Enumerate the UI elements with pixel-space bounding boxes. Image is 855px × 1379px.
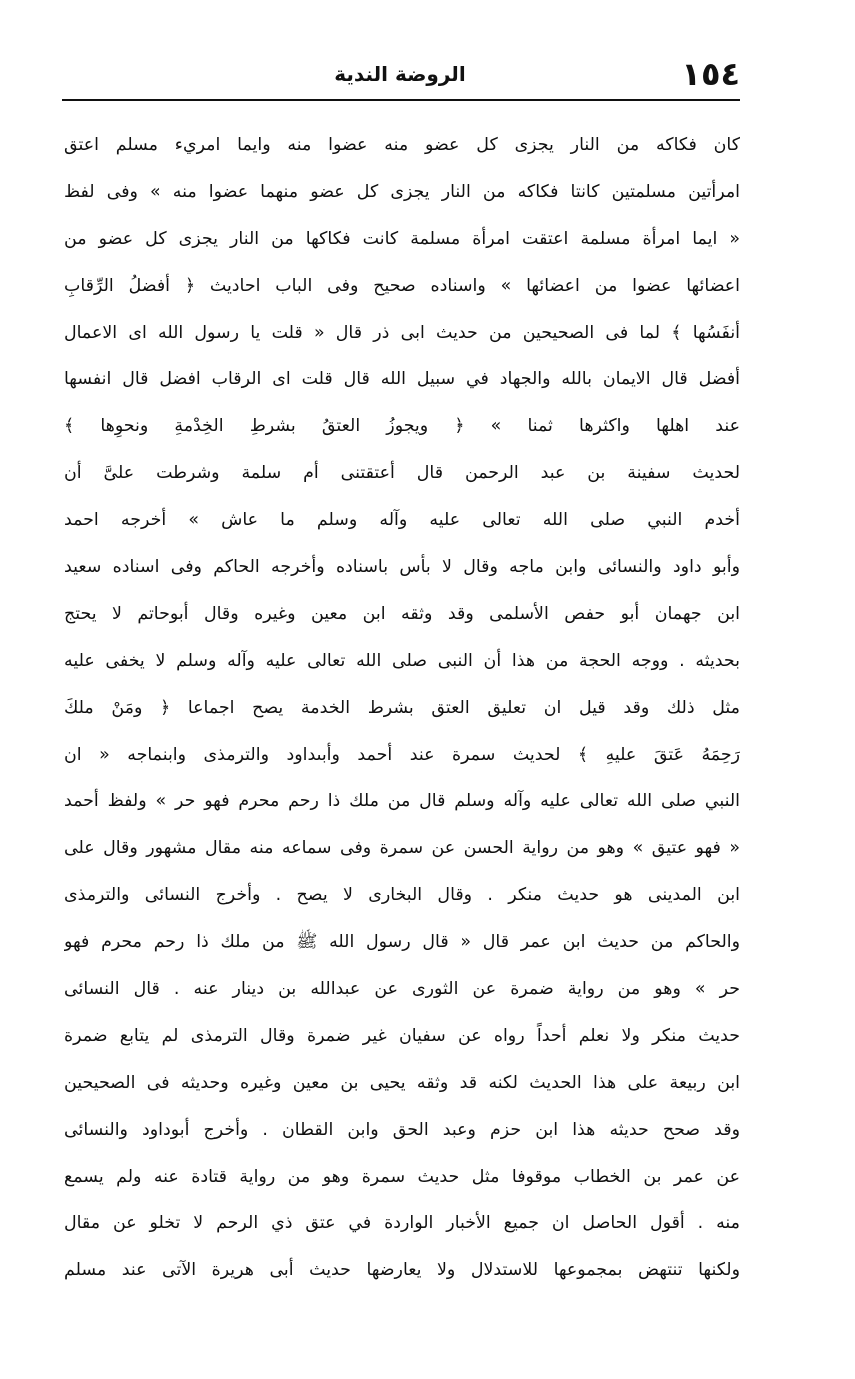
main-text — [64, 122, 740, 1294]
text-line: والحاكم من حديث ابن عمر قال « قال رسول الله ﷺ من ملك ذا رحم محرم فهو — [64, 932, 740, 953]
text-line: أنفَسُها ﴾ لما فى الصحيحين من حديث ابى ذر قال « قلت يا رسول الله اى الاعمال — [64, 322, 740, 343]
text-line: عن عمر بن الخطاب موقوفا مثل حديث سمرة وهو من رواية قتادة عنه ولم يسمع — [64, 1166, 740, 1187]
text-line: امرأتين مسلمتين كانتا فكاكه من النار يجزى كل عضو منهما عضوا منه » وفى لفظ — [64, 181, 740, 202]
text-line: مثل ذلك وقد قيل ان تعليق العتق بشرط الخدمة يصح اجماعا ﴿ ومَنْ ملكَ — [64, 697, 740, 718]
text-line: عند اهلها واكثرها ثمنا » ﴿ ويجوزُ العتقُ بشرطِ الخِدْمةِ ونحوِها ﴾ — [64, 416, 740, 437]
text-line: وقد صحح حديثه هذا ابن حزم وعبد الحق وابن القطان . وأخرج أبوداود والنسائى — [64, 1119, 740, 1140]
text-line: أخدم النبي صلى الله تعالى عليه وآله وسلم ما عاش » أخرجه احمد — [64, 510, 740, 531]
text-line: ولكنها تنتهض بمجموعها للاستدلال ولا يعارضها حديث أبى هريرة الآتى عند مسلم — [64, 1260, 740, 1281]
text-line: ابن المدينى هو حديث منكر . وقال البخارى لا يصح . وأخرج النسائى والترمذى — [64, 885, 740, 906]
text-line: النبي صلى الله تعالى عليه وآله وسلم قال من ملك ذا رحم محرم فهو حر » ولفظ أحمد — [64, 791, 740, 812]
text-line: رَحِمَهُ عَتقَ عليهِ ﴾ لحديث سمرة عند أحمد وأبىداود والترمذى وابنماجه « ان — [64, 744, 740, 765]
text-line: أفضل قال الايمان بالله والجهاد في سبيل الله قال قلت اى الرقاب افضل قال انفسها — [64, 369, 740, 390]
page-header — [60, 52, 740, 96]
text-line: ابن ربيعة على هذا الحديث لكنه قد وثقه يحيى بن معين وغيره وحديثه فى الصحيحين — [64, 1072, 740, 1093]
header-divider — [62, 99, 740, 101]
page-number: ١٥٤ — [681, 55, 740, 93]
text-line: ابن جهمان أبو حفص الأسلمى وقد وثقه ابن معين وغيره وقال أبوحاتم لا يحتج — [64, 603, 740, 624]
text-line: وأبو داود والنسائى وابن ماجه وقال لا بأس باسناده وأخرجه الحاكم وفى اسناده سعيد — [64, 557, 740, 578]
text-line: بحديثه . ووجه الحجة من هذا أن النبى صلى الله تعالى عليه وآله وسلم لا يخفى عليه — [64, 650, 740, 671]
running-title: الروضة الندية — [334, 62, 466, 86]
text-line: « ايما امرأة مسلمة اعتقت امرأة مسلمة كانت فكاكها من النار يجزى كل عضو من — [64, 228, 740, 249]
text-line: « فهو عتيق » وهو من رواية الحسن عن سمرة وفى سماعه منه مقال مشهور وقال على — [64, 838, 740, 859]
text-line: لحديث سفينة بن عبد الرحمن قال أعتقتنى أم سلمة وشرطت علىَّ أن — [64, 463, 740, 484]
text-line: كان فكاكه من النار يجزى كل عضو منه عضوا منه وايما امريء مسلم اعتق — [64, 135, 740, 155]
text-line: حر » وهو من رواية ضمرة عن الثورى عن عبدالله بن دينار عنه . قال النسائى — [64, 979, 740, 1000]
text-line: حديث منكر ولا نعلم أحداً رواه عن سفيان غير ضمرة وقال الترمذى لم يتابع ضمرة — [64, 1025, 740, 1046]
text-line: منه . أقول الحاصل ان جميع الأخبار الواردة في عتق ذي الرحم لا تخلو عن مقال — [64, 1213, 740, 1234]
text-line: اعضائها عضوا من اعضائها » واسناده صحيح وفى الباب احاديث ﴿ أفضلُ الرِّقابِ — [64, 275, 740, 296]
